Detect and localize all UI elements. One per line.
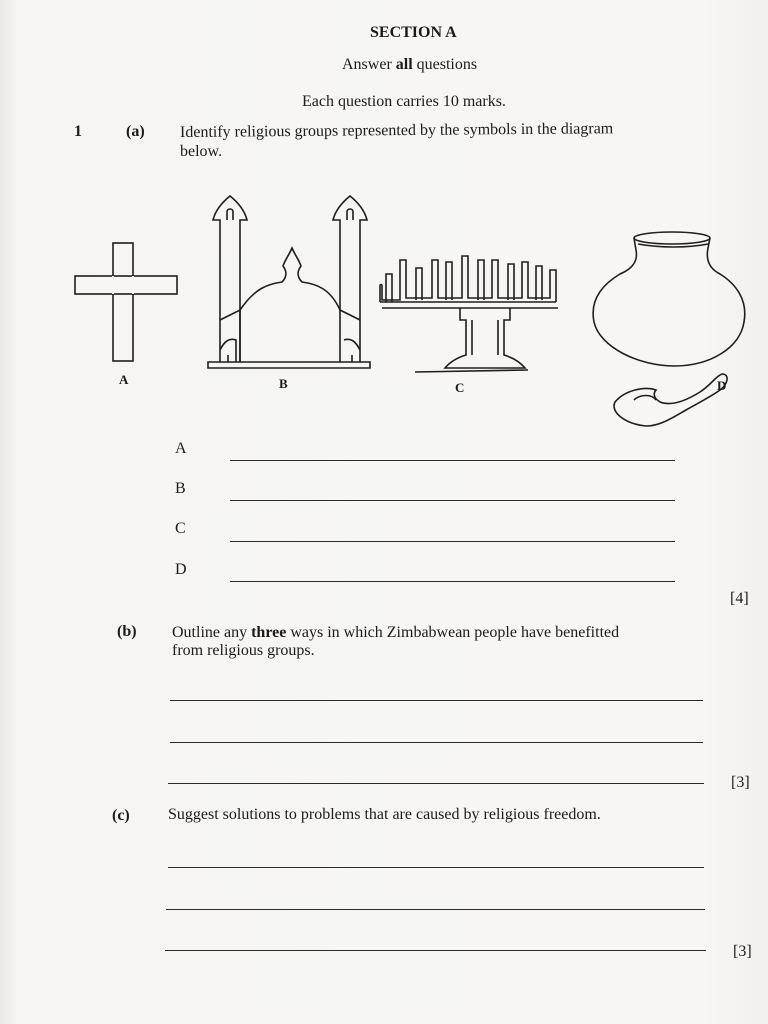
- symbol-label-b: B: [279, 376, 288, 391]
- instructions-bold: all: [395, 56, 413, 73]
- part-b-label: (b): [117, 623, 137, 640]
- part-a-question-cont: below.: [180, 143, 223, 160]
- answer-line-a[interactable]: [230, 460, 675, 461]
- answer-line-d[interactable]: [230, 581, 675, 582]
- part-a-question: Identify religious groups represented by the symbols in the diagram: [179, 120, 614, 141]
- cross-icon: [75, 243, 177, 361]
- answer-line-b2[interactable]: [170, 742, 703, 743]
- answer-line-b3[interactable]: [168, 783, 704, 784]
- symbol-label-c: C: [455, 380, 465, 395]
- part-b-question-cont: from religious groups.: [172, 642, 315, 659]
- symbol-label-d: D: [717, 378, 727, 393]
- part-a-label: (a): [126, 123, 145, 140]
- marks-a: [4]: [730, 590, 749, 607]
- clay-pot-icon: [593, 232, 745, 366]
- part-b-question-suffix: ways in which Zimbabwean people have benefitted: [286, 624, 620, 641]
- instructions-suffix: questions: [412, 56, 478, 73]
- mosque-icon: [208, 196, 370, 368]
- marks-c: [3]: [733, 943, 752, 960]
- marks-note: Each question carries 10 marks.: [302, 93, 506, 110]
- answer-label-a: A: [175, 440, 187, 457]
- answer-line-b[interactable]: [230, 500, 675, 501]
- answer-line-c[interactable]: [230, 541, 675, 542]
- instructions: [342, 56, 477, 74]
- answer-line-c1[interactable]: [168, 867, 704, 868]
- menorah-icon: [380, 256, 558, 372]
- part-b-question-prefix: Outline any: [172, 624, 252, 641]
- symbol-label-a: A: [119, 372, 129, 387]
- answer-label-d: D: [175, 561, 187, 578]
- marks-b: [3]: [731, 774, 750, 791]
- answer-line-c3[interactable]: [165, 950, 706, 951]
- part-c-question: Suggest solutions to problems that are caused by religious freedom.: [168, 806, 601, 823]
- religious-symbols-diagram: [60, 190, 760, 435]
- question-number: 1: [74, 123, 82, 140]
- answer-label-c: C: [175, 520, 186, 537]
- section-heading: SECTION A: [370, 24, 457, 41]
- instructions-prefix: Answer: [342, 56, 396, 73]
- answer-line-c2[interactable]: [166, 909, 705, 910]
- part-b-question: [172, 624, 619, 642]
- gourd-scoop-icon: [614, 374, 727, 426]
- part-c-label: (c): [112, 807, 130, 824]
- answer-line-b1[interactable]: [170, 700, 703, 701]
- answer-label-b: B: [175, 480, 186, 497]
- part-b-question-bold: three: [251, 624, 287, 641]
